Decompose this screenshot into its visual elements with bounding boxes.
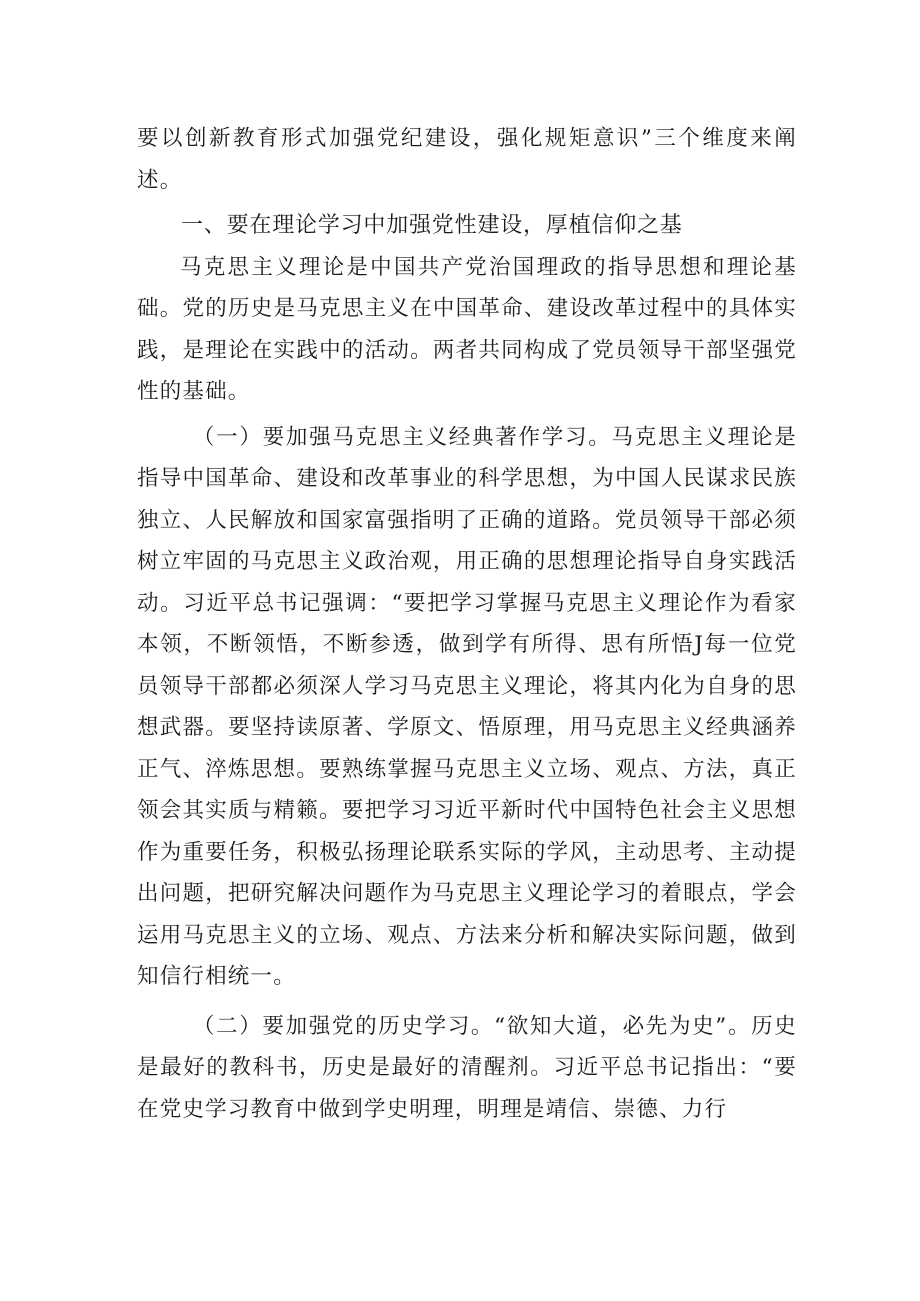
paragraph-section-1-intro: 马克思主义理论是中国共产党治国理政的指导思想和理论基础。党的历史是马克思主义在中国革命、建设改革过程中的具体实践，是理论在实践中的活动。两者共同构成了党员领导干部坚强党性的基础。 xyxy=(137,254,797,404)
paragraph-subsection-2: （二）要加强党的历史学习。“欲知大道，必先为史”。历史是最好的教科书，历史是最好的清醒剂。习近平总书记指出：“要在党史学习教育中做到学史明理，明理是靖信、崇德、力行 xyxy=(137,1013,797,1122)
document-body xyxy=(137,118,797,1130)
section-heading-1: 一、要在理论学习中加强党性建设，厚植信仰之基 xyxy=(181,213,683,238)
paragraph-intro-continuation: 要以创新教育形式加强党纪建设，强化规矩意识”三个维度来阐述。 xyxy=(137,126,797,193)
paragraph-subsection-1: （一）要加强马克思主义经典著作学习。马克思主义理论是指导中国革命、建设和改革事业的科学思想，为中国人民谋求民族独立、人民解放和国家富强指明了正确的道路。党员领导干部必须树立牢固的马克思主义政治观，用正确的思想理论指导自身实践活动。习近平总书记强调：“要把学习掌握马克思主义理论作为看家本领，不断领悟，不断参透，做到学有所得、思有所悟J每一位党员领导干部都必须深人学习马克思主义理论，将其内化为自身的思想武器。要坚持读原著、学原文、悟原理，用马克思主义经典涵养正气、淬炼思想。要熟练掌握马克思主义立场、观点、方法，真正领会其实质与精籁。要把学习习近平新时代中国特色社会主义思想作为重要任务，积极弘扬理论联系实际的学风，主动思考、主动提出问题，把研究解决问题作为马克思主义理论学习的着眼点，学会运用马克思主义的立场、观点、方法来分析和解决实际问题，做到知信行相统一。 xyxy=(137,424,797,989)
